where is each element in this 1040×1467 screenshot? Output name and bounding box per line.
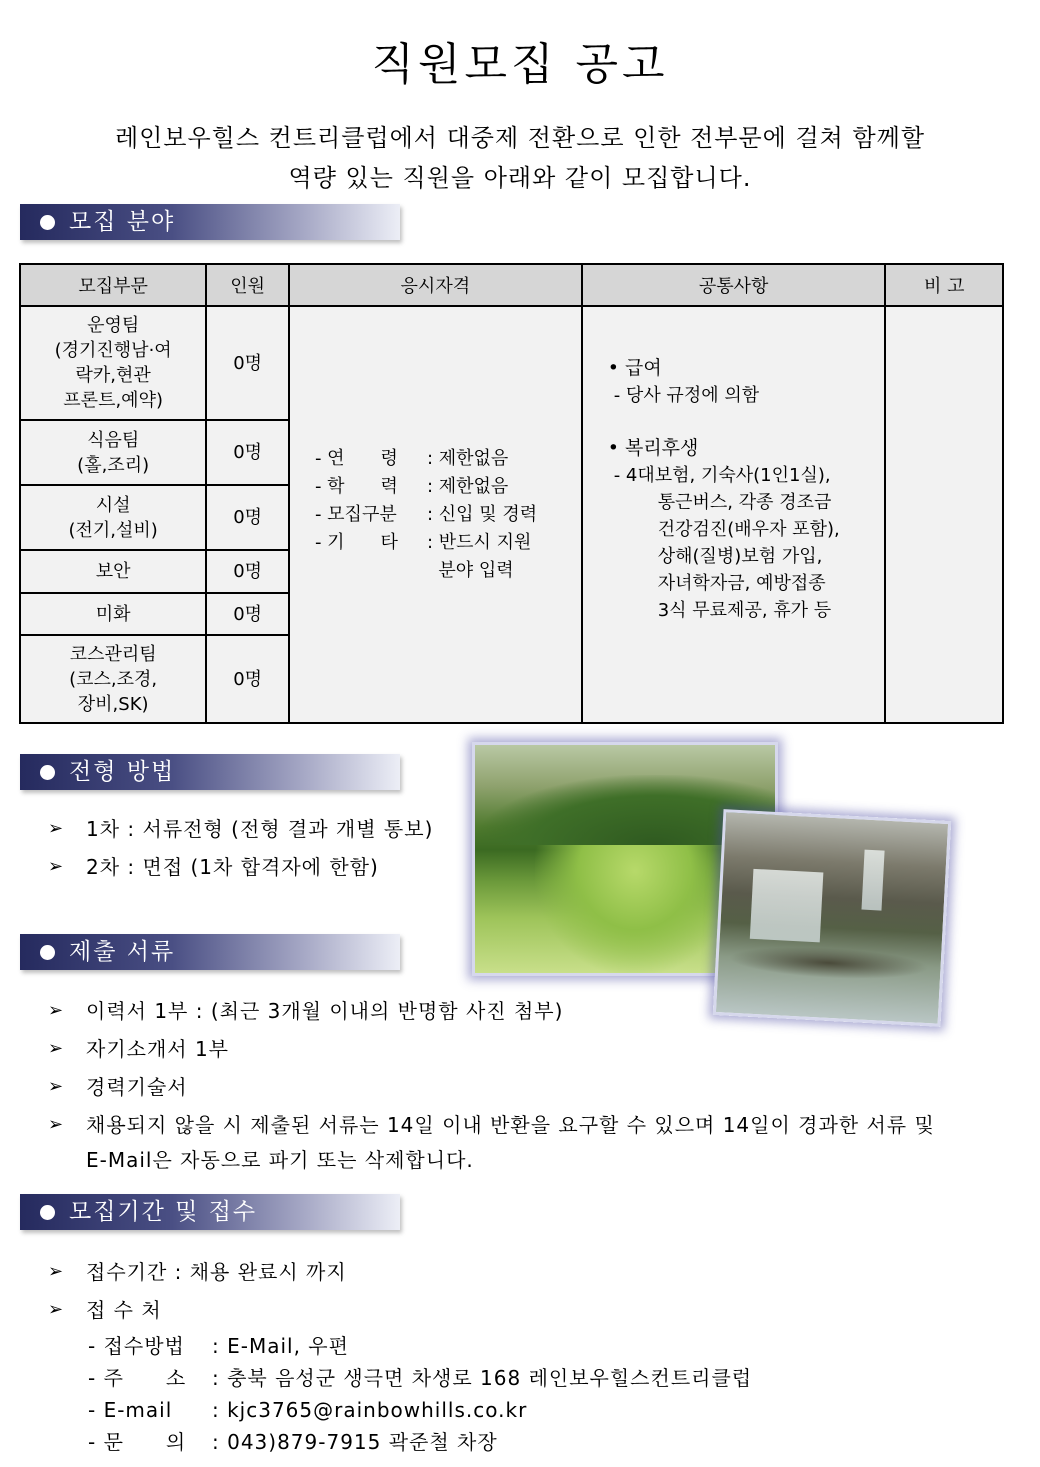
- dept-line: (홀,조리): [77, 454, 150, 476]
- intro-text: [0, 118, 1040, 198]
- count-cell: 0명: [206, 485, 289, 550]
- dept-cell: [20, 550, 206, 593]
- qual-key: - 학 력: [314, 475, 398, 497]
- section-method-title: 전형 방법: [69, 759, 176, 785]
- dept-line: 식음팀: [87, 429, 140, 451]
- qual-value: : 제한없음: [426, 475, 509, 497]
- list-item-text: 채용되지 않을 시 제출된 서류는 14일 이내 반환을 요구할 수 있으며 14일이 경과한 서류 및: [86, 1113, 935, 1137]
- section-field-title: 모집 분야: [69, 209, 176, 235]
- list-item-text: 경력기술서: [86, 1075, 188, 1099]
- count-cell: 0명: [206, 550, 289, 593]
- count-cell: 0명: [206, 593, 289, 635]
- list-item-text: 자기소개서 1부: [86, 1037, 230, 1061]
- list-item-text: 이력서 1부 : (최근 3개월 이내의 반명함 사진 첨부): [86, 999, 564, 1023]
- list-item: [48, 848, 433, 886]
- list-item-text: 접 수 처: [86, 1298, 162, 1322]
- arrow-bullet-icon: ➢: [48, 1114, 65, 1135]
- header-qualification: 응시자격: [289, 264, 582, 306]
- section-period-header: [20, 1194, 400, 1230]
- bullet-dot-icon: [40, 215, 55, 230]
- dept-line: 보안: [95, 561, 131, 582]
- dept-line: (전기,설비): [68, 519, 158, 541]
- welfare-line: 통근버스, 각종 경조금: [657, 492, 832, 513]
- dept-line: 운영팀: [87, 315, 140, 336]
- qual-value: : 반드시 지원: [426, 531, 532, 553]
- qual-value: 분야 입력: [426, 559, 514, 581]
- header-count: 인원: [206, 264, 289, 306]
- dept-cell: [20, 306, 206, 420]
- qual-value: : 신입 및 경력: [426, 503, 538, 525]
- contact-email[interactable]: : kjc3765@rainbowhills.co.kr: [212, 1398, 528, 1422]
- list-item: [48, 1030, 935, 1068]
- contact-row: [88, 1362, 752, 1394]
- salary-item: - 당사 규정에 의함: [613, 385, 760, 406]
- dept-line: 장비,SK): [77, 693, 149, 715]
- table-header-row: [20, 264, 1003, 306]
- contact-key: - E-mail: [88, 1398, 173, 1422]
- arrow-bullet-icon: ➢: [48, 1299, 65, 1320]
- recruit-table: [19, 263, 1004, 724]
- welfare-line: 3식 무료제공, 휴가 등: [657, 600, 832, 621]
- contact-value: : E-Mail, 우편: [212, 1334, 349, 1358]
- page-title: 직원모집 공고: [371, 39, 669, 90]
- dept-line: 미화: [95, 603, 131, 625]
- contact-row: [88, 1330, 752, 1362]
- list-item-continuation: E-Mail은 자동으로 파기 또는 삭제합니다.: [86, 1148, 474, 1172]
- section-documents-header: [20, 934, 400, 970]
- period-list: [48, 1253, 347, 1329]
- welfare-line: 자녀학자금, 예방접종: [657, 573, 826, 594]
- qual-key: - 모집구분: [314, 503, 397, 525]
- list-item: [48, 1068, 935, 1106]
- salary-heading: • 급여: [607, 357, 662, 379]
- welfare-line: 상해(질병)보험 가입,: [657, 546, 823, 567]
- dept-line: (경기진행남·여: [54, 340, 172, 361]
- count-cell: 0명: [206, 420, 289, 485]
- contact-key: - 문 의: [88, 1430, 187, 1454]
- list-item-text: 접수기간 : 채용 완료시 까지: [86, 1260, 347, 1284]
- dept-line: 시설: [95, 494, 131, 516]
- count-cell: 0명: [206, 635, 289, 723]
- arrow-bullet-icon: ➢: [48, 1076, 65, 1097]
- dept-line: 코스관리팀: [69, 643, 157, 665]
- header-common: 공통사항: [582, 264, 886, 306]
- contact-row: [88, 1426, 752, 1458]
- dept-cell: [20, 485, 206, 550]
- qualification-cell: [289, 306, 582, 723]
- section-period-title: 모집기간 및 접수: [69, 1199, 258, 1225]
- dept-line: (코스,조경,: [69, 668, 158, 690]
- arrow-bullet-icon: ➢: [48, 856, 65, 877]
- list-item: [48, 1253, 347, 1291]
- bullet-dot-icon: [40, 765, 55, 780]
- contact-row: [88, 1394, 752, 1426]
- welfare-heading: • 복리후생: [607, 437, 699, 459]
- section-method-header: [20, 754, 400, 790]
- contact-key: - 접수방법: [88, 1334, 185, 1358]
- dept-cell: [20, 593, 206, 635]
- documents-list: [48, 992, 935, 1176]
- header-note: 비 고: [885, 264, 1003, 306]
- list-item: [48, 1291, 347, 1329]
- arrow-bullet-icon: ➢: [48, 1000, 65, 1021]
- contact-value: : 충북 음성군 생극면 차생로 168 레인보우힐스컨트리클럽: [212, 1366, 753, 1390]
- contact-info: [88, 1330, 752, 1458]
- contact-value: : 043)879-7915 곽준철 차장: [212, 1430, 498, 1454]
- arrow-bullet-icon: ➢: [48, 818, 65, 839]
- dept-cell: [20, 635, 206, 723]
- count-cell: 0명: [206, 306, 289, 420]
- bullet-dot-icon: [40, 1205, 55, 1220]
- common-cell: [582, 306, 886, 723]
- section-field-header: [20, 204, 400, 240]
- list-item-text: 1차 : 서류전형 (전형 결과 개별 통보): [86, 817, 434, 841]
- list-item: [48, 992, 935, 1030]
- table-row: [20, 306, 1003, 420]
- dept-line: 프론트,예약): [63, 390, 163, 411]
- arrow-bullet-icon: ➢: [48, 1038, 65, 1059]
- contact-key: - 주 소: [88, 1366, 187, 1390]
- qual-value: : 제한없음: [426, 447, 509, 469]
- bullet-dot-icon: [40, 945, 55, 960]
- note-cell: [885, 306, 1003, 723]
- welfare-item: - 4대보험, 기숙사(1인1실),: [613, 465, 831, 486]
- dept-line: 락카,현관: [75, 365, 151, 386]
- qual-key: - 기 타: [314, 531, 398, 553]
- dept-cell: [20, 420, 206, 485]
- intro-line-2: 역량 있는 직원을 아래와 같이 모집합니다.: [288, 164, 752, 192]
- intro-line-1: 레인보우힐스 컨트리클럽에서 대중제 전환으로 인한 전부문에 걸쳐 함께할: [114, 124, 926, 152]
- list-item: [48, 810, 433, 848]
- list-item: [48, 1106, 935, 1144]
- method-list: [48, 810, 433, 886]
- section-documents-title: 제출 서류: [69, 939, 176, 965]
- list-item-text: 2차 : 면접 (1차 합격자에 한함): [86, 855, 379, 879]
- qual-key: - 연 령: [314, 447, 398, 469]
- header-dept: 모집부문: [20, 264, 206, 306]
- arrow-bullet-icon: ➢: [48, 1261, 65, 1282]
- welfare-line: 건강검진(배우자 포함),: [657, 519, 840, 540]
